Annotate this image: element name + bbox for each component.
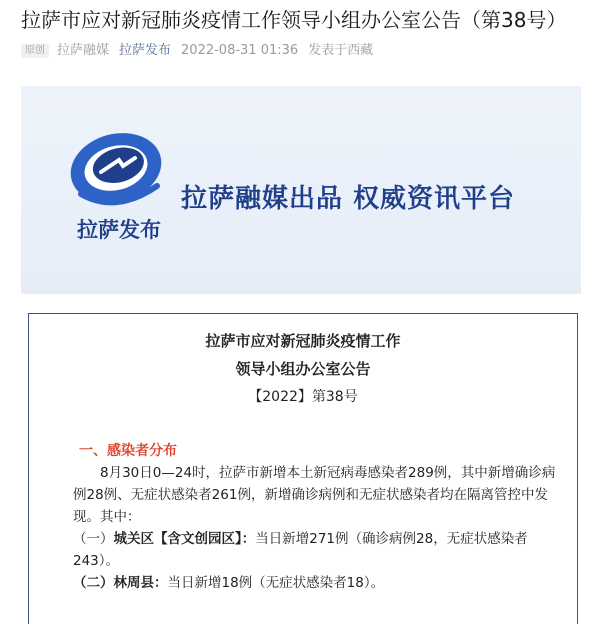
section-title: 一、感染者分布 xyxy=(79,443,177,459)
item-text: 当日新增18例（无症状感染者18）。 xyxy=(167,575,385,591)
item-label: 城关区【含文创园区】： xyxy=(113,531,256,547)
publish-location: 发表于西藏 xyxy=(308,43,374,58)
paragraph-item-linzhou xyxy=(73,572,567,594)
item-prefix: （二） xyxy=(73,575,114,591)
author-name: 拉萨融媒 xyxy=(57,43,110,58)
lhasa-release-logo-icon xyxy=(61,116,171,216)
item-text: 当日新增271例（确诊病例28，无症状感染者243）。 xyxy=(73,531,528,569)
notice-number: 【2022】第38号 xyxy=(248,389,358,405)
item-label: 林周县： xyxy=(113,575,168,591)
item-prefix: （一） xyxy=(73,531,114,547)
paragraph-summary: 8月30日0—24时，拉萨市新增本土新冠病毒感染者289例，其中新增确诊病例28例、无症状感染者261例，新增确诊病例和无症状感染者均在隔离管控中发现。其中： xyxy=(73,465,556,525)
banner-slogan: 拉萨融媒出品 权威资讯平台 xyxy=(181,184,516,214)
publish-datetime: 2022-08-31 01:36 xyxy=(181,43,299,58)
article-title: 拉萨市应对新冠肺炎疫情工作领导小组办公室公告（第38号） xyxy=(21,8,567,32)
header-banner-image xyxy=(21,86,581,294)
logo-text: 拉萨发布 xyxy=(77,218,161,242)
notice-heading-line2: 领导小组办公室公告 xyxy=(235,360,371,378)
account-link[interactable]: 拉萨发布 xyxy=(119,43,172,58)
notice-document xyxy=(28,313,578,624)
original-badge: 原创 xyxy=(21,44,49,58)
paragraph-item-chengguan xyxy=(73,528,567,572)
article-meta xyxy=(21,42,373,60)
notice-heading-line1: 拉萨市应对新冠肺炎疫情工作 xyxy=(205,332,401,350)
